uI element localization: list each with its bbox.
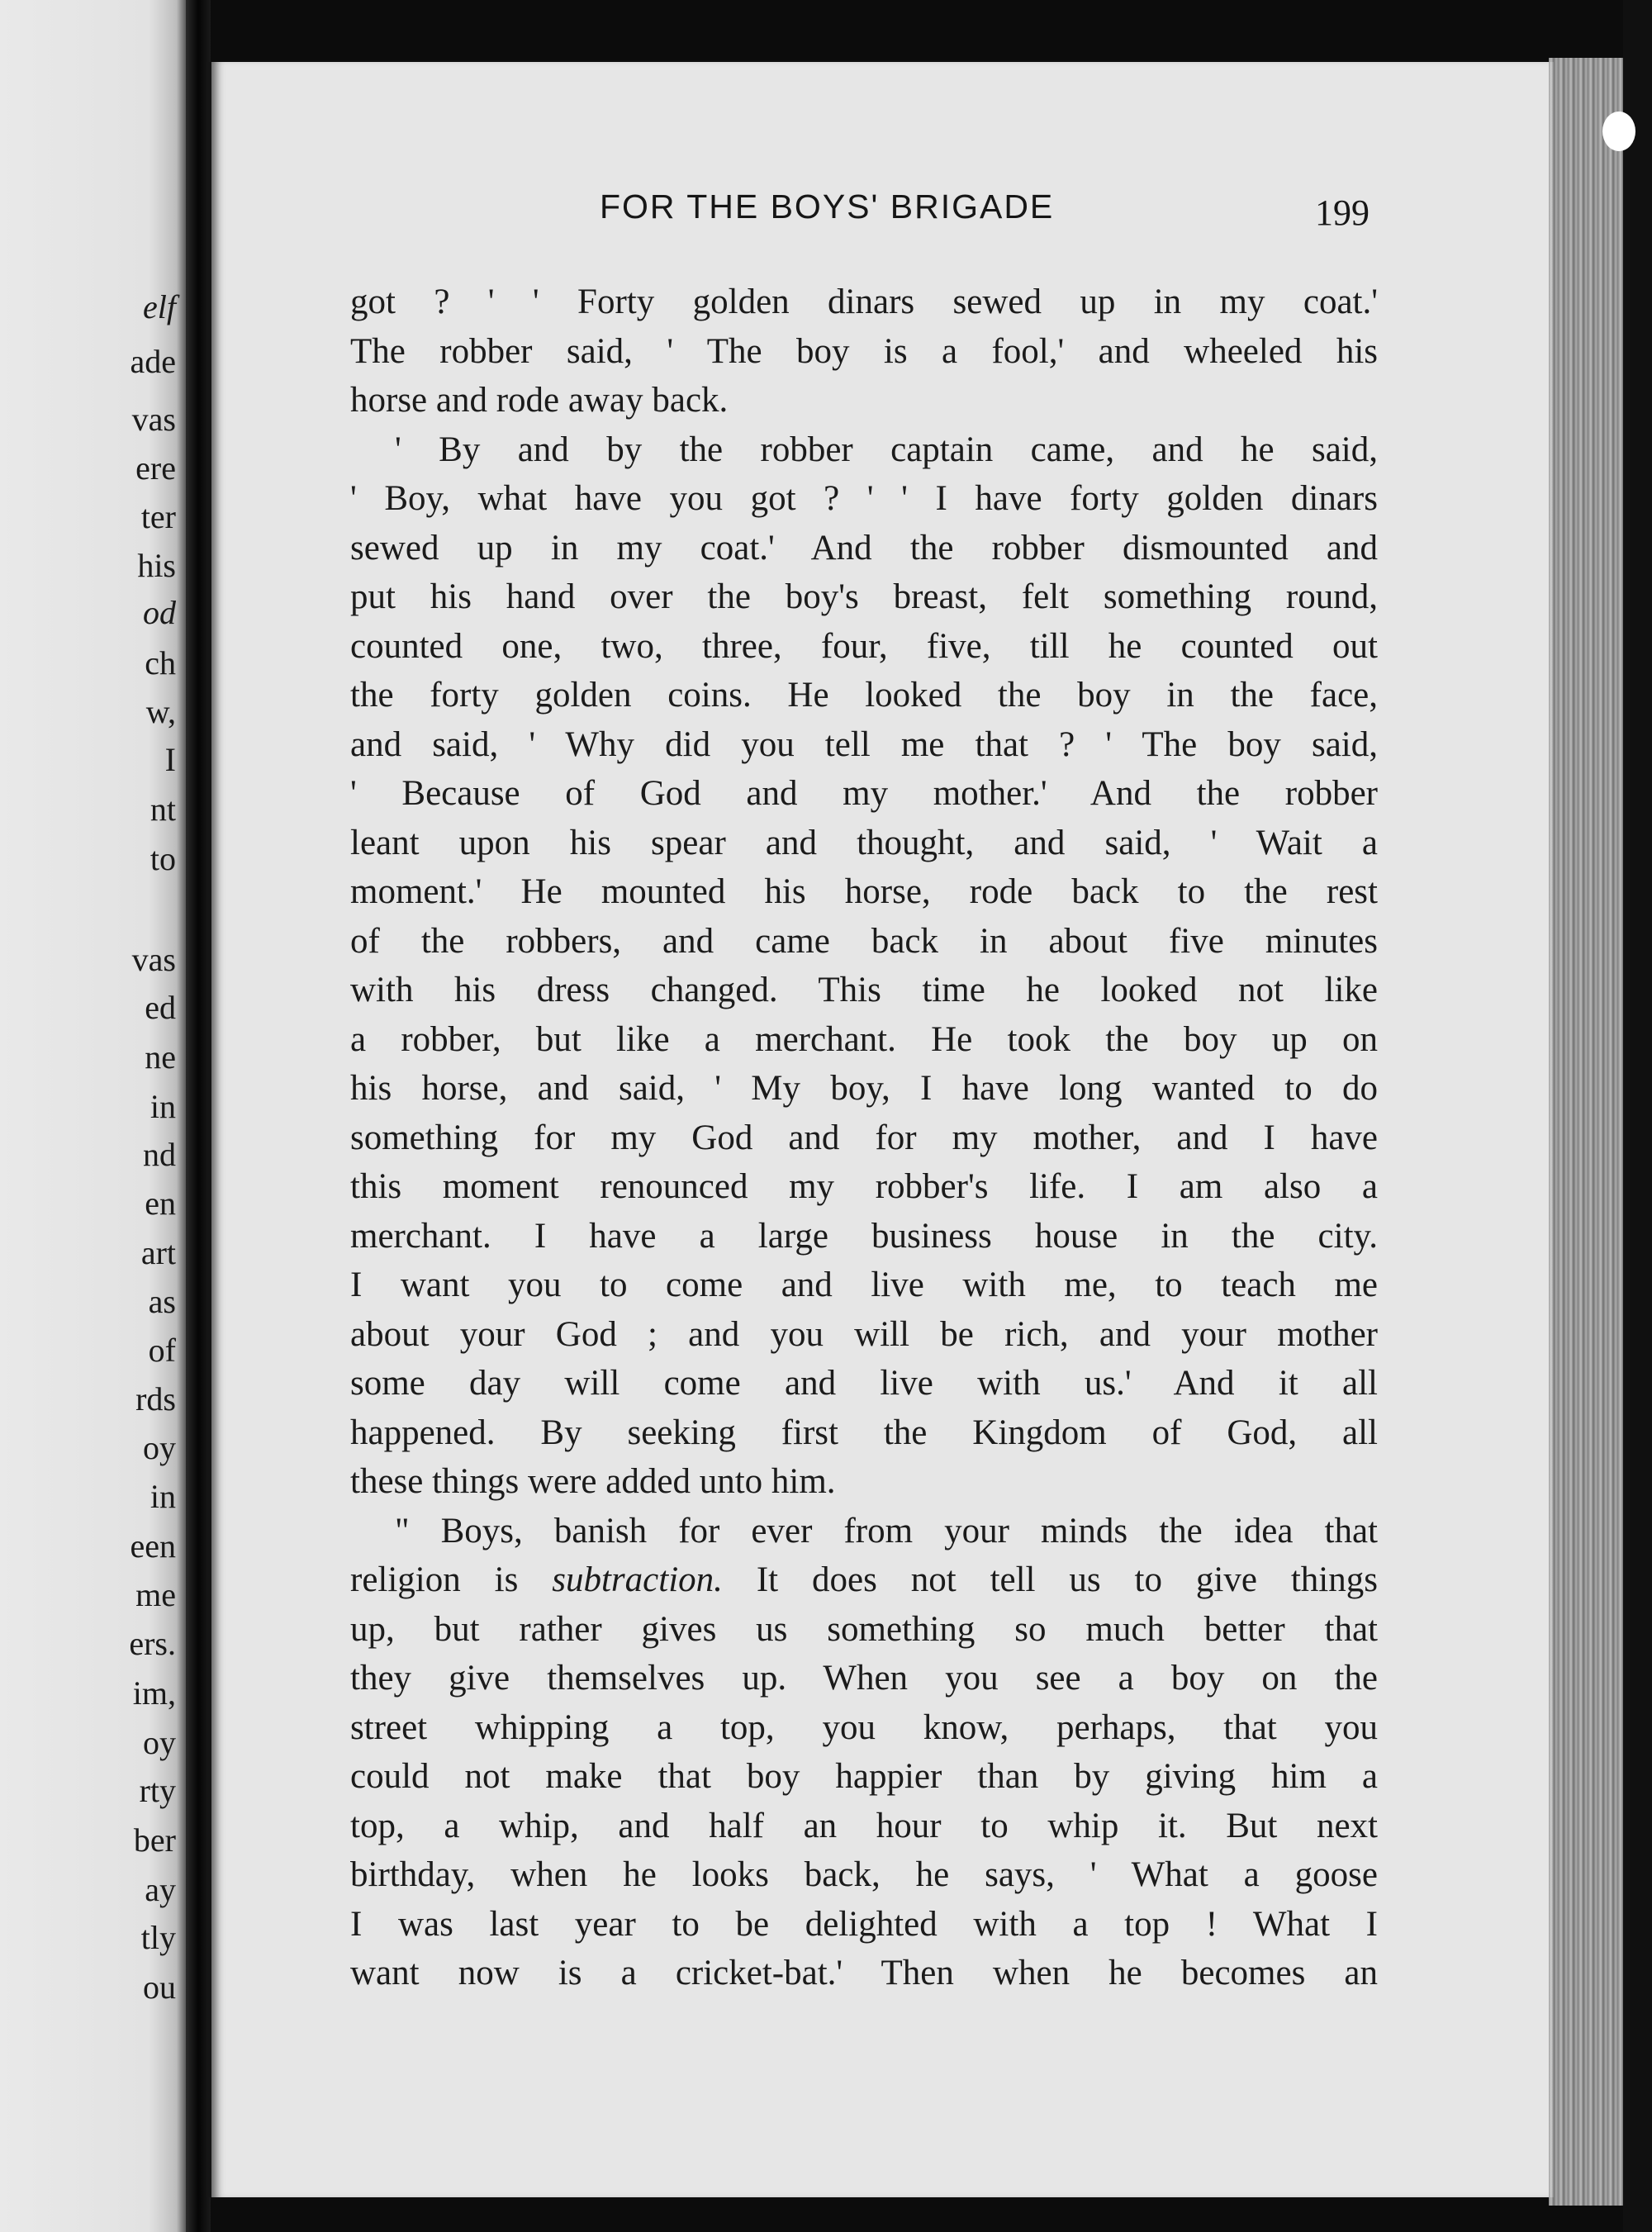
- left-fragment: w,: [145, 693, 176, 730]
- left-fragment: as: [148, 1283, 176, 1320]
- left-fragment: in: [150, 1088, 176, 1125]
- text-line: want now is a cricket-bat.' Then when he becomes an: [350, 1954, 1378, 1992]
- left-fragment: his: [137, 547, 176, 584]
- text-line: up, but rather gives us something so much better that: [350, 1609, 1378, 1649]
- left-fragment: ou: [143, 1968, 176, 2006]
- italic-word: subtraction.: [552, 1560, 723, 1599]
- left-fragment: ter: [140, 498, 176, 535]
- text-line: birthday, when he looks back, he says, ' What a goose: [350, 1855, 1378, 1894]
- left-fragment: I: [164, 741, 176, 778]
- text-line: ' Because of God and my mother.' And the robber: [350, 774, 1378, 813]
- left-fragment: od: [143, 594, 176, 631]
- text-line: and said, ' Why did you tell me that ? ' The boy said,: [350, 724, 1378, 764]
- left-fragment: to: [150, 840, 176, 877]
- left-fragment: ber: [133, 1821, 176, 1859]
- left-fragment: rds: [135, 1380, 176, 1418]
- left-fragment: ade: [130, 343, 176, 380]
- text-line: merchant. I have a large business house in the city.: [350, 1216, 1378, 1256]
- text-segment: It does not tell us to give things: [722, 1560, 1378, 1599]
- text-line-italic-mix: [350, 1555, 1378, 1605]
- left-fragment: oy: [143, 1724, 176, 1761]
- text-line: sewed up in my coat.' And the robber dismounted and: [350, 528, 1378, 567]
- left-fragment: art: [140, 1234, 176, 1271]
- left-fragment: ch: [145, 644, 176, 681]
- left-fragment: in: [150, 1478, 176, 1515]
- left-fragment: een: [130, 1527, 176, 1565]
- text-line: I was last year to be delighted with a top ! What I: [350, 1904, 1378, 1944]
- text-line: his horse, and said, ' My boy, I have long wanted to do: [350, 1069, 1378, 1108]
- text-line: top, a whip, and half an hour to whip it. But next: [350, 1806, 1378, 1845]
- left-facing-page: [0, 0, 186, 2232]
- text-line: street whipping a top, you know, perhaps, that you: [350, 1707, 1378, 1747]
- text-line: something for my God and for my mother, and I have: [350, 1118, 1378, 1157]
- text-line: put his hand over the boy's breast, felt something round,: [350, 577, 1378, 616]
- text-line: this moment renounced my robber's life. I am also a: [350, 1167, 1378, 1206]
- text-line: a robber, but like a merchant. He took the boy up on: [350, 1019, 1378, 1059]
- text-line: got ? ' ' Forty golden dinars sewed up in my coat.': [350, 283, 1378, 321]
- left-fragment: ers.: [129, 1625, 176, 1662]
- text-line: I want you to come and live with me, to teach me: [350, 1266, 1378, 1304]
- text-line: could not make that boy happier than by giving him a: [350, 1757, 1378, 1796]
- punch-hole-mark: [1602, 112, 1635, 151]
- running-head: FOR THE BOYS' BRIGADE: [600, 188, 1055, 226]
- text-line: moment.' He mounted his horse, rode back to the rest: [350, 872, 1378, 911]
- text-line: ' Boy, what have you got ? ' ' I have forty golden dinars: [350, 479, 1378, 518]
- left-fragment: ne: [145, 1038, 176, 1076]
- left-fragment: ed: [145, 989, 176, 1026]
- left-fragment: im,: [132, 1674, 176, 1712]
- text-line: horse and rode away back.: [350, 381, 729, 420]
- text-line: these things were added unto him.: [350, 1462, 836, 1501]
- text-segment: religion is: [350, 1560, 553, 1599]
- text-line: counted one, two, three, four, five, till he counted out: [350, 626, 1378, 666]
- text-line: " Boys, banish for ever from your minds the idea that: [395, 1511, 1378, 1551]
- left-fragment: nt: [150, 791, 176, 828]
- left-fragment: vas: [131, 941, 176, 978]
- left-fragment: oy: [143, 1429, 176, 1466]
- left-fragment: ere: [135, 449, 176, 487]
- left-fragment: of: [148, 1332, 176, 1369]
- page-number: 199: [1315, 192, 1370, 233]
- left-fragment: vas: [131, 401, 176, 438]
- text-line: some day will come and live with us.' And it all: [350, 1364, 1378, 1403]
- text-line: ' By and by the robber captain came, and he said,: [395, 430, 1378, 469]
- text-line: the forty golden coins. He looked the boy in the face,: [350, 676, 1378, 715]
- text-line: they give themselves up. When you see a boy on the: [350, 1659, 1378, 1698]
- left-fragment: ay: [145, 1871, 176, 1908]
- page-edges: [1549, 58, 1623, 2206]
- text-line: with his dress changed. This time he looked not like: [350, 971, 1378, 1009]
- body-text: [350, 278, 1378, 1998]
- text-line: The robber said, ' The boy is a fool,' and wheeled his: [350, 331, 1378, 371]
- left-fragment: me: [135, 1576, 176, 1613]
- left-fragment: rty: [139, 1772, 176, 1809]
- text-line: happened. By seeking first the Kingdom of God, all: [350, 1413, 1378, 1452]
- text-line: leant upon his spear and thought, and said, ' Wait a: [350, 823, 1378, 862]
- left-fragment: elf: [143, 288, 176, 325]
- text-line: of the robbers, and came back in about five minutes: [350, 921, 1378, 961]
- scan-border: [1623, 0, 1652, 2232]
- left-fragment: tly: [140, 1919, 176, 1956]
- text-line: about your God ; and you will be rich, and your mother: [350, 1314, 1378, 1354]
- left-fragment: nd: [143, 1136, 176, 1173]
- left-fragment: en: [145, 1185, 176, 1222]
